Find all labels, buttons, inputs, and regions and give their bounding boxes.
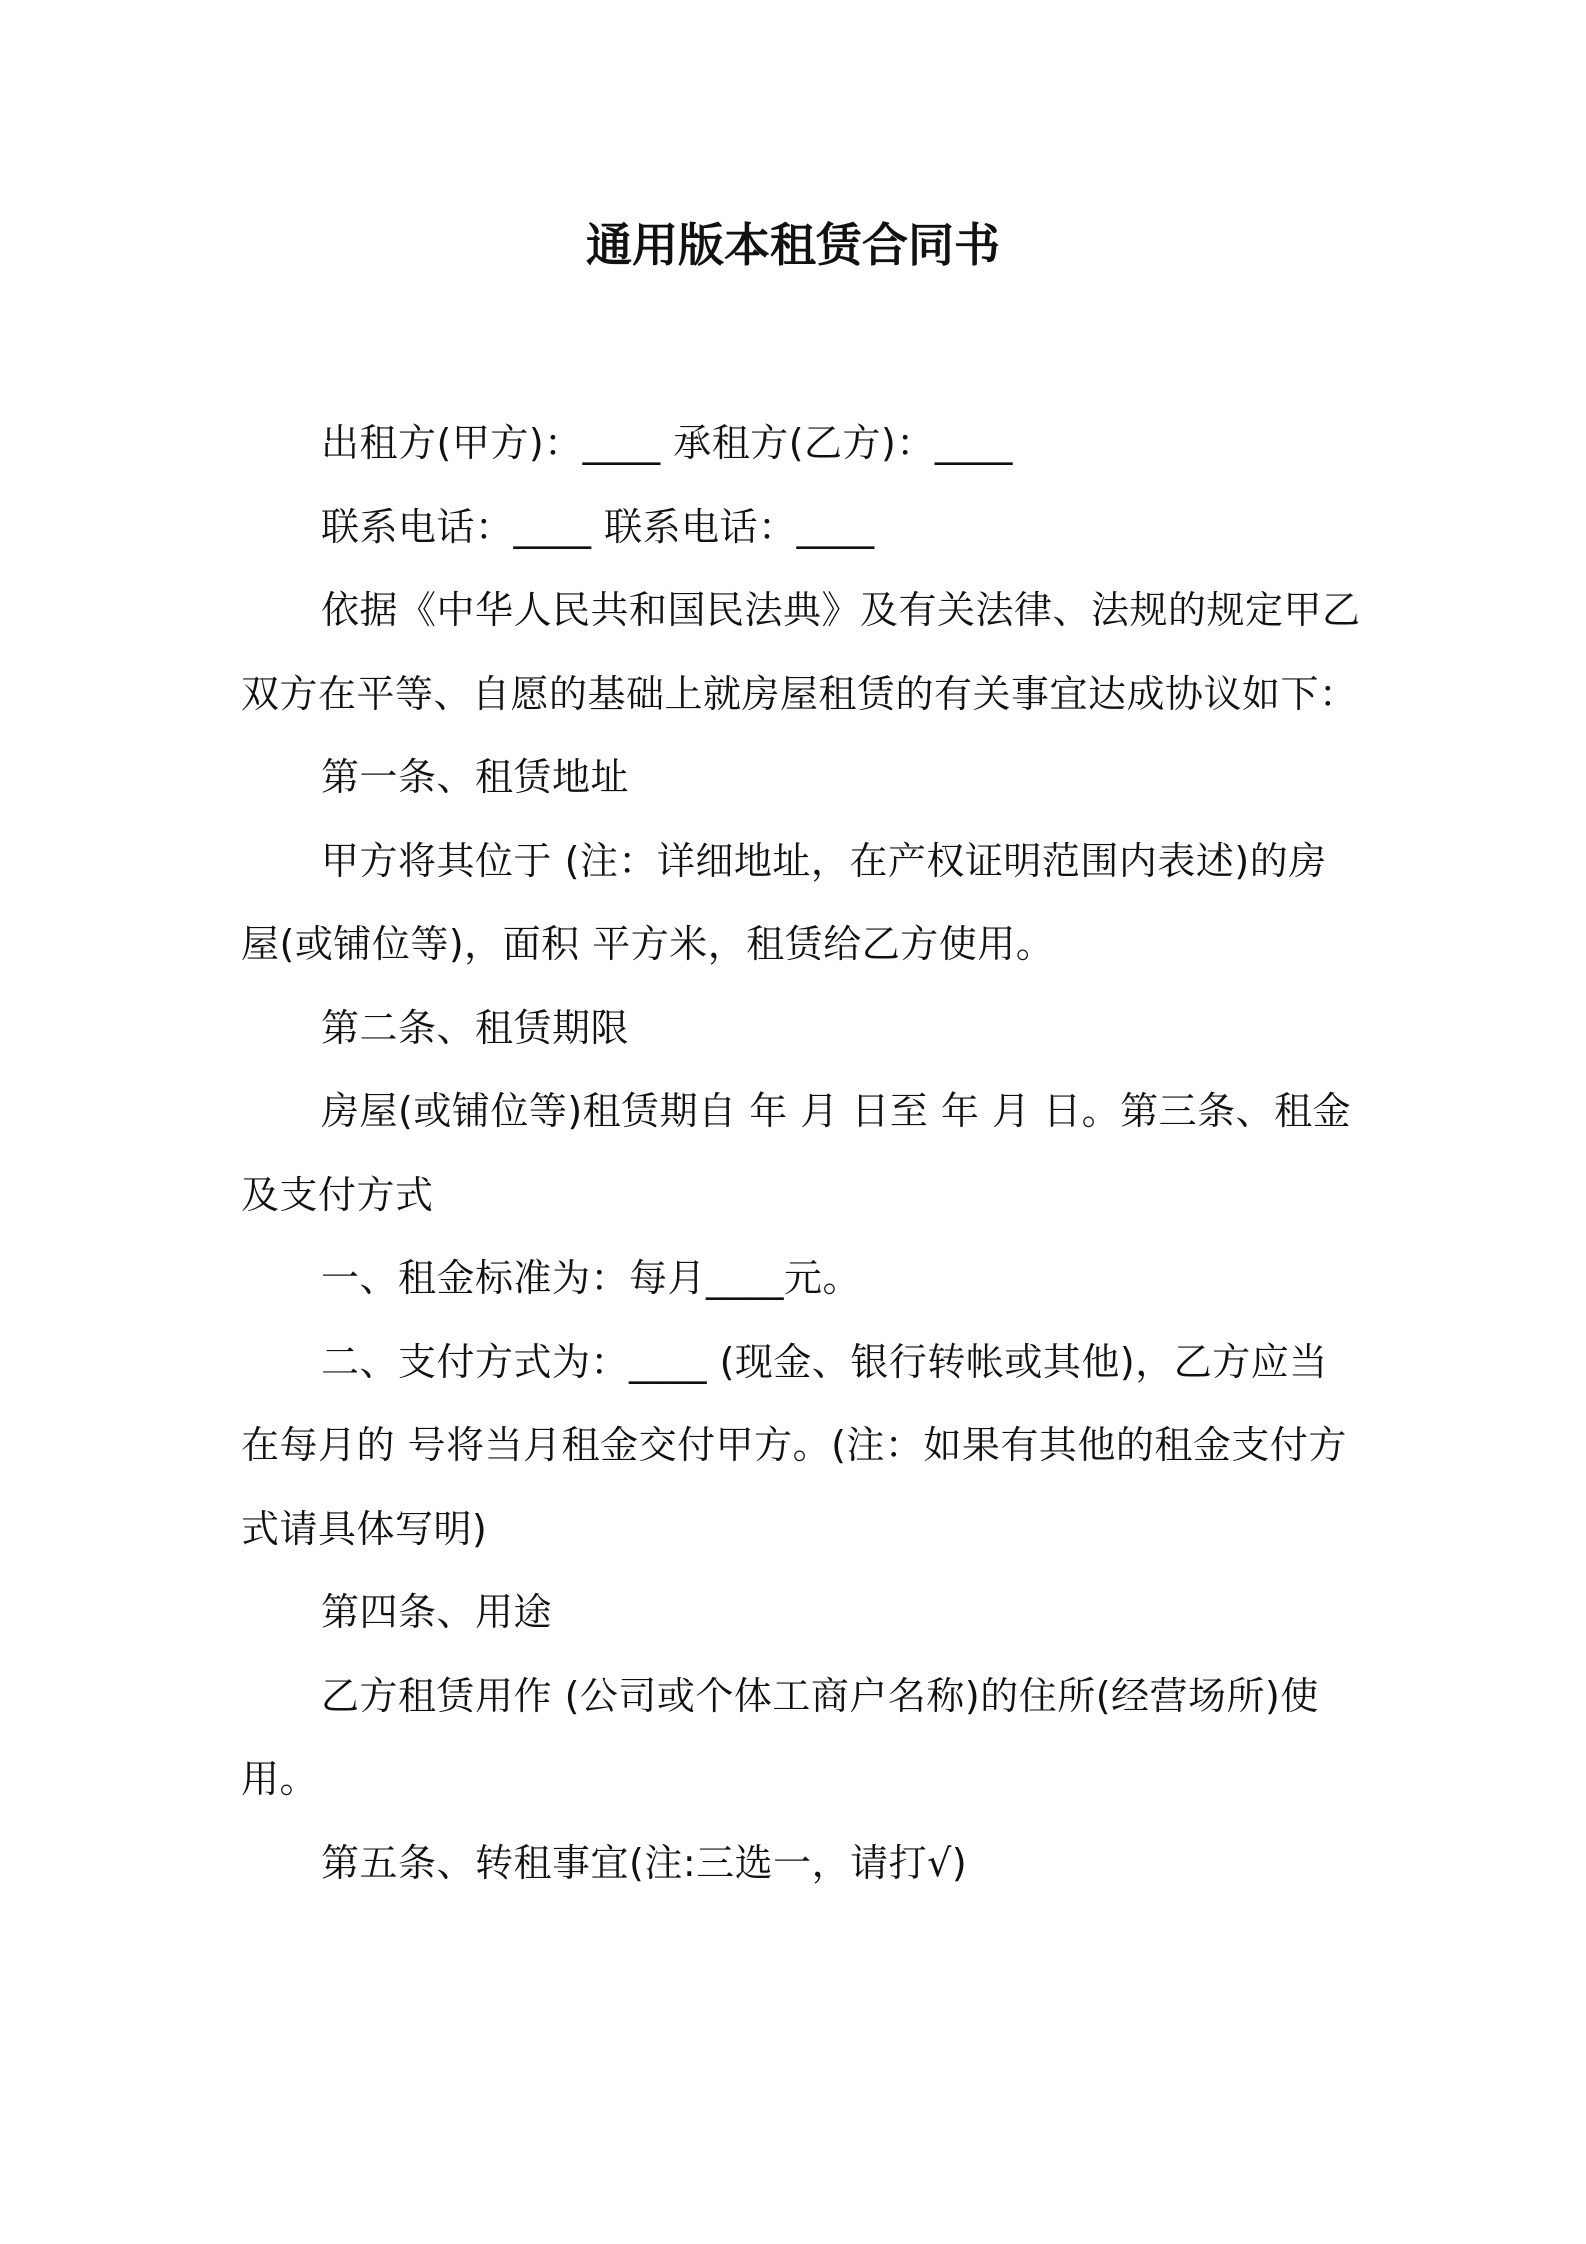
article-2-body: 房屋(或铺位等)租赁期自 年 月 日至 年 月 日。第三条、租金及支付方式 bbox=[241, 1089, 1352, 1217]
article-1-heading: 第一条、租赁地址 bbox=[321, 755, 630, 799]
payment-method-clause: 二、支付方式为：____ (现金、银行转帐或其他)，乙方应当在每月的 号将当月租金交付甲方。(注：如果有其他的租金支付方式请具体写明) bbox=[241, 1339, 1347, 1551]
article-1-body: 甲方将其位于 (注：详细地址，在产权证明范围内表述)的房屋(或铺位等)，面积 平方米，租赁给乙方使用。 bbox=[241, 838, 1327, 966]
contact-phone-line: 联系电话：____ 联系电话：____ bbox=[321, 504, 875, 549]
lessor-lessee-line: 出租方(甲方)：____ 承租方(乙方)：____ bbox=[321, 421, 1013, 465]
rent-standard-clause: 一、租金标准为：每月____元。 bbox=[321, 1256, 862, 1300]
document-title: 通用版本租赁合同书 bbox=[586, 218, 1000, 272]
preamble-paragraph: 依据《中华人民共和国民法典》及有关法律、法规的规定甲乙双方在平等、自愿的基础上就房屋租赁的有关事宜达成协议如下： bbox=[241, 588, 1361, 716]
article-2-heading: 第二条、租赁期限 bbox=[321, 1005, 630, 1050]
article-4-heading: 第四条、用途 bbox=[321, 1590, 553, 1634]
article-5-heading: 第五条、转租事宜(注:三选一，请打√) bbox=[321, 1840, 968, 1885]
document-body bbox=[241, 402, 1361, 1905]
article-4-body: 乙方租赁用作 (公司或个体工商户名称)的住所(经营场所)使用。 bbox=[241, 1673, 1319, 1801]
